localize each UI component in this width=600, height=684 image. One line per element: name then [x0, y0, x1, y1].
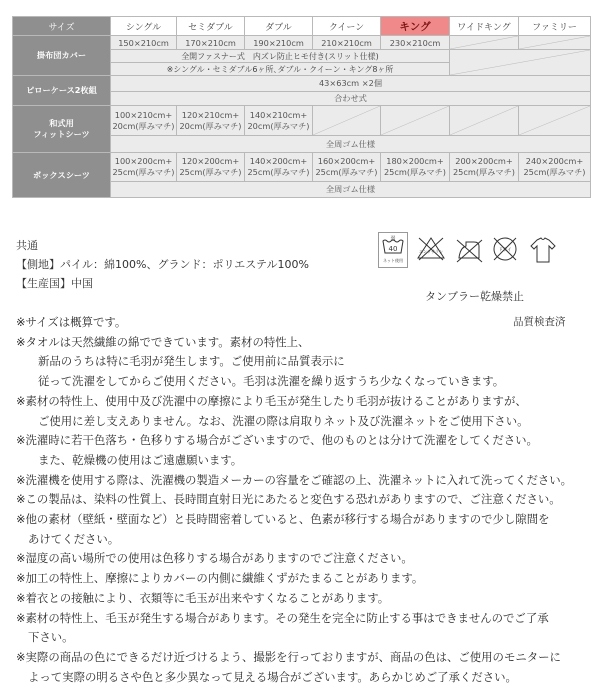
- note-line: ※洗濯時に若干色落ち・色移りする場合がございますので、他のものとは分けて洗濯をしてください。: [16, 433, 538, 448]
- box-king-depth: 25cm(厚みマチ): [383, 167, 447, 177]
- fitted-jp-label-2: フィットシーツ: [33, 129, 90, 139]
- box-semi-double: [177, 153, 245, 182]
- duvet-na-cell: [450, 50, 591, 76]
- box-wide-king: [450, 153, 519, 182]
- header-queen: クイーン: [313, 17, 381, 36]
- fitted-jp-label-1: 和式用: [49, 118, 74, 128]
- box-queen-depth: 25cm(厚みマチ): [315, 167, 378, 177]
- row-label-duvet: 掛布団カバー: [13, 36, 111, 76]
- wash-temp-text: 40: [388, 245, 398, 253]
- row-label-box: ボックスシーツ: [13, 153, 111, 198]
- fitted-jp-double-size: 140×210cm+: [249, 109, 308, 120]
- header-single: シングル: [111, 17, 177, 36]
- box-double-depth: 25cm(厚みマチ): [247, 167, 310, 177]
- tumble-dry-prohibited: タンブラー乾燥禁止: [425, 290, 524, 303]
- note-line: ※素材の特性上、毛玉が発生する場合があります。その発生を完全に防止する事はできませんのでご了承: [16, 610, 549, 625]
- fitted-jp-semi-double-depth: 20cm(厚みマチ): [179, 120, 242, 131]
- note-line: ※洗濯機を使用する際は、洗濯機の製造メーカーの容量をご確認の上、洗濯ネットに入れて洗ってください。: [16, 472, 573, 487]
- box-semi-double-size: 120×200cm+: [181, 156, 240, 166]
- duvet-size-king: 230×210cm: [381, 36, 450, 50]
- box-single: [111, 153, 177, 182]
- note-line: 下さい。: [28, 630, 74, 645]
- box-king-size: 180×200cm+: [386, 156, 444, 166]
- note-line: ※素材の特性上、使用中及び洗濯中の摩擦により毛玉が発生したり毛羽が抜けることがありますが、: [16, 393, 527, 408]
- box-queen-size: 160×200cm+: [317, 156, 376, 166]
- duvet-size-single: 150×210cm: [111, 36, 177, 50]
- duvet-size-queen: 210×210cm: [313, 36, 381, 50]
- box-note: 全周ゴム仕様: [111, 182, 591, 198]
- note-line: よって実際の明るさや色と多少異なって見える場合がございます。あらかじめご了承ください。: [28, 669, 517, 684]
- fitted-jp-na-family: [519, 106, 591, 136]
- common-title: 共通: [16, 239, 38, 252]
- duvet-note-zipper: 全開ファスナー式 内ズレ防止ヒモ付き(スリット仕様): [111, 50, 450, 63]
- header-semi-double: セミダブル: [177, 17, 245, 36]
- note-line: ※他の素材（壁紙・壁面など）と長時間密着していると、色素が移行する場合がありますので少し隙間を: [16, 512, 550, 527]
- note-line: ※サイズは概算です。: [16, 315, 127, 329]
- note-line: ※加工の特性上、摩擦によりカバーの内側に繊維くずがたまることがあります。: [16, 571, 424, 586]
- note-line: あけてください。: [28, 531, 120, 546]
- fitted-jp-semi-double: [177, 106, 245, 136]
- no-dry-clean-icon: [490, 232, 520, 268]
- care-labels: [378, 232, 578, 288]
- box-semi-double-depth: 25cm(厚みマチ): [179, 167, 242, 177]
- wash-note-text: ネット使用: [383, 258, 403, 263]
- note-line: ※この製品は、染料の性質上、長時間直射日光にあたると変色する恐れがありますので、ご注意ください。: [16, 492, 561, 507]
- header-double: ダブル: [245, 17, 313, 36]
- line-dry-icon: [528, 232, 558, 268]
- duvet-na-family: [519, 36, 591, 50]
- note-line: 新品のうちは特に毛羽が発生します。ご使用前に品質表示に: [38, 354, 345, 369]
- fitted-jp-single: [111, 106, 177, 136]
- fitted-jp-single-depth: 20cm(厚みマチ): [112, 120, 175, 131]
- box-wide-king-depth: 25cm(厚みマチ): [452, 167, 516, 177]
- note-line: ※湿度の高い場所での使用は色移りする場合がありますのでご注意ください。: [16, 551, 413, 566]
- header-king: キング: [381, 17, 450, 36]
- size-spec-table: [12, 16, 591, 198]
- box-single-depth: 25cm(厚みマチ): [112, 167, 175, 177]
- fitted-jp-note: 全周ゴム仕様: [111, 136, 591, 153]
- duvet-note-ties: ※シングル・セミダブル6ヶ所､ダブル・クイーン・キング8ヶ所: [111, 63, 450, 76]
- common-material: 【側地】パイル：綿100%、グランド：ポリエステル100%: [16, 258, 309, 271]
- box-single-size: 100×200cm+: [114, 156, 173, 166]
- box-family-depth: 25cm(厚みマチ): [523, 167, 586, 177]
- note-line: また、乾燥機の使用はご遠慮願います。: [38, 452, 243, 467]
- note-line: ご使用に差し支えありません。なお、洗濯の際は肩取りネット及び洗濯ネットをご使用下さい。: [38, 413, 529, 428]
- quality-inspected: 品質検査済: [513, 316, 566, 328]
- note-line: 従って洗濯をしてからご使用ください。毛羽は洗濯を繰り返すうち少なくなっていきます。: [38, 374, 505, 389]
- note-line: ※着衣との接触により、衣類等に毛玉が出来やすくなることがあります。: [16, 590, 390, 605]
- pillow-size: 43×63cm ×2個: [111, 76, 591, 92]
- box-queen: [313, 153, 381, 182]
- dry-text: ドライ: [498, 248, 512, 253]
- iron-icon: [454, 232, 484, 268]
- row-label-fitted-jp: [13, 106, 111, 153]
- fitted-jp-na-queen: [313, 106, 381, 136]
- common-info: [16, 236, 309, 293]
- fitted-jp-single-size: 100×210cm+: [114, 109, 173, 120]
- note-line: ※実際の商品の色にできるだけ近づけるよう、撮影を行っておりますが、商品の色は、ご使用のモニターに: [16, 649, 561, 664]
- box-double: [245, 153, 313, 182]
- wash-top-text: 弱: [390, 236, 396, 242]
- notes-list: [16, 313, 591, 684]
- common-origin: 【生産国】中国: [16, 277, 93, 290]
- pillow-note: 合わせ式: [111, 92, 591, 106]
- box-double-size: 140×200cm+: [249, 156, 308, 166]
- header-size: サイズ: [13, 17, 111, 36]
- wash-40-icon: [378, 232, 408, 268]
- fitted-jp-semi-double-size: 120×210cm+: [181, 109, 240, 120]
- fitted-jp-na-wide-king: [450, 106, 519, 136]
- row-label-pillow: ピローケース2枚組: [13, 76, 111, 106]
- note-line: ※タオルは天然繊維の綿でできています。素材の特性上、: [16, 334, 310, 349]
- fitted-jp-double-depth: 20cm(厚みマチ): [247, 120, 310, 131]
- fitted-jp-double: [245, 106, 313, 136]
- box-king: [381, 153, 450, 182]
- header-family: ファミリー: [519, 17, 591, 36]
- fitted-jp-na-king: [381, 106, 450, 136]
- box-wide-king-size: 200×200cm+: [455, 156, 513, 166]
- no-bleach-icon: [416, 232, 446, 268]
- duvet-size-double: 190×210cm: [245, 36, 313, 50]
- box-family-size: 240×200cm+: [525, 156, 584, 166]
- duvet-size-semi-double: 170×210cm: [177, 36, 245, 50]
- duvet-na-wide-king: [450, 36, 519, 50]
- bleach-text: エンソサラシ: [419, 249, 443, 254]
- header-wide-king: ワイドキング: [450, 17, 519, 36]
- box-family: [519, 153, 591, 182]
